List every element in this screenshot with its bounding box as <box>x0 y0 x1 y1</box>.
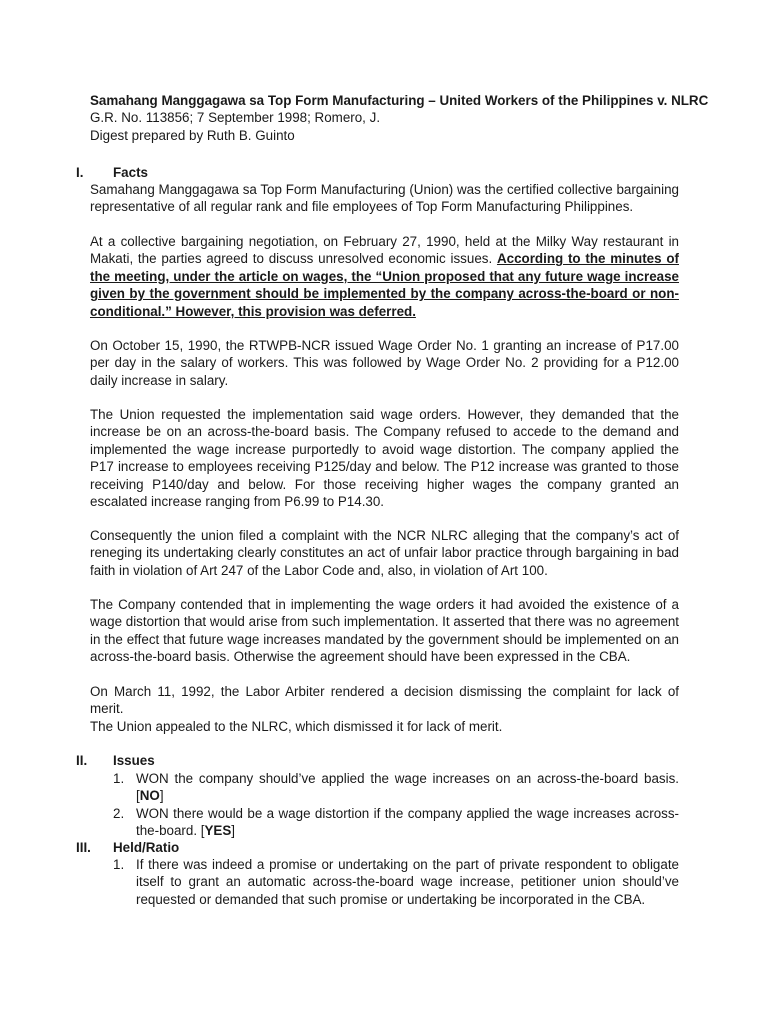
section-number: II. <box>76 753 88 768</box>
facts-paragraph-3: On October 15, 1990, the RTWPB-NCR issued Wage Order No. 1 granting an increase of P17.00 per day in the salary of workers. This was followed by Wage Order No. 2 providing for a P12.00 daily increase in salary. <box>90 338 679 388</box>
item-text: WON there would be a wage distortion if the company applied the wage increases across-the-board. [ <box>136 805 679 839</box>
facts-paragraph-5: Consequently the union filed a complaint with the NCR NLRC alleging that the company’s act of reneging its undertaking clearly constitutes an act of unfair labor practice through bargaining in bad faith in violation of Art 247 of the Labor Code and, also, in violation of Art 100. <box>90 528 679 578</box>
held-list <box>90 856 679 908</box>
section-title: Held/Ratio <box>113 840 180 855</box>
item-number: 1. <box>113 857 125 872</box>
section-title: Facts <box>113 165 148 180</box>
section-facts-heading <box>76 164 148 181</box>
facts-paragraph-2 <box>90 233 679 320</box>
digest-author: Digest prepared by Ruth B. Guinto <box>90 127 295 143</box>
section-held-heading <box>76 839 179 856</box>
facts-paragraph-2-text: At a collective bargaining negotiation, on February 27, 1990, held at the Milky Way restaurant in Makati, the parties agreed to discuss unresolved economic issues. <box>90 234 679 267</box>
item-text: If there was indeed a promise or undertaking on the part of private respondent to obligate itself to grant an automatic across-the-board wage increase, petitioner union should’ve requested or demanded that such promise or undertaking be incorporated in the CBA. <box>136 857 679 907</box>
section-title: Issues <box>113 753 155 768</box>
list-item <box>90 856 679 908</box>
list-item <box>90 770 679 805</box>
facts-paragraph-8: The Union appealed to the NLRC, which dismissed it for lack of merit. <box>90 719 503 734</box>
item-text: WON the company should’ve applied the wage increases on an across-the-board basis. [ <box>136 771 679 804</box>
section-issues-heading <box>76 752 155 769</box>
section-number: III. <box>76 840 91 855</box>
bracket: ] <box>159 788 164 804</box>
case-citation: G.R. No. 113856; 7 September 1998; Romero, J. <box>90 110 381 126</box>
issues-list <box>90 770 679 840</box>
item-number: 2. <box>113 805 125 821</box>
facts-paragraph-7: On March 11, 1992, the Labor Arbiter rendered a decision dismissing the complaint for lack of merit. <box>90 684 679 717</box>
list-item <box>90 805 679 840</box>
facts-paragraph-2-emphasis: According to the minutes of the meeting, under the article on wages, the “Union proposed that any future wage increase given by the government should be implemented by the company across-the-board or non-conditional.” However, this provision was deferred. <box>90 251 679 319</box>
item-number: 1. <box>113 771 125 786</box>
facts-paragraph-6: The Company contended that in implementing the wage orders it had avoided the existence of a wage distortion that would arise from such implementation. It asserted that there was no agreement in the effect that future wage increases mandated by the government should be implemented on an across-the-board basis. Otherwise the agreement should have been expressed in the CBA. <box>90 597 679 665</box>
section-number: I. <box>76 165 84 180</box>
issue-answer: YES <box>204 823 232 839</box>
case-title: Samahang Manggagawa sa Top Form Manufacturing – United Workers of the Philippines v. NLRC <box>90 93 709 108</box>
facts-paragraph-4: The Union requested the implementation said wage orders. However, they demanded that the increase be on an across-the-board basis. The Company refused to accede to the demand and implemented the wage increase purportedly to avoid wage distortion. The company applied the P17 increase to employees receiving P125/day and below. The P12 increase was granted to those receiving P140/day and below. For those receiving higher wages the company granted an escalated increase ranging from P6.99 to P14.30. <box>90 407 679 510</box>
issue-answer: NO <box>139 788 160 804</box>
case-header <box>90 92 709 144</box>
bracket: ] <box>231 823 236 839</box>
facts-paragraph-1: Samahang Manggagawa sa Top Form Manufacturing (Union) was the certified collective bargaining representative of all regular rank and file employees of Top Form Manufacturing Philippines. <box>90 182 679 215</box>
